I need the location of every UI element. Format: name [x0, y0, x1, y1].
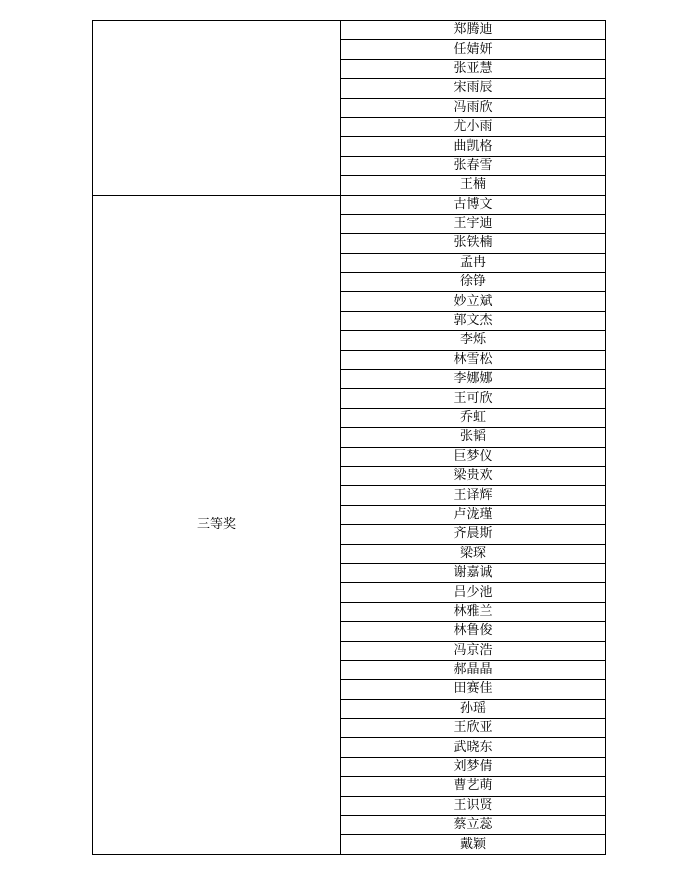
winner-name-cell: 林鲁俊 [341, 622, 606, 641]
winner-name-cell: 林雅兰 [341, 602, 606, 621]
winner-name-cell: 张铁楠 [341, 234, 606, 253]
winner-name-cell: 卢泷瑾 [341, 505, 606, 524]
winner-name-cell: 田赛佳 [341, 680, 606, 699]
winner-name-cell: 张亚慧 [341, 59, 606, 78]
winner-name-cell: 尤小雨 [341, 117, 606, 136]
winner-name-cell: 吕少池 [341, 583, 606, 602]
table-row [93, 195, 606, 214]
winner-name-cell: 巨梦仪 [341, 447, 606, 466]
winner-name-cell: 冯京浩 [341, 641, 606, 660]
winner-name-cell: 张春雪 [341, 156, 606, 175]
winner-name-cell: 冯雨欣 [341, 98, 606, 117]
award-level-cell [93, 21, 341, 196]
winner-name-cell: 任婧妍 [341, 40, 606, 59]
winner-name-cell: 刘梦倩 [341, 757, 606, 776]
winner-name-cell: 李烁 [341, 331, 606, 350]
winner-name-cell: 孙瑶 [341, 699, 606, 718]
winner-name-cell: 曹艺萌 [341, 777, 606, 796]
winner-name-cell: 梁琛 [341, 544, 606, 563]
winner-name-cell: 王欣亚 [341, 719, 606, 738]
winner-name-cell: 郑腾迪 [341, 21, 606, 40]
winner-name-cell: 王可欣 [341, 389, 606, 408]
winner-name-cell: 王译辉 [341, 486, 606, 505]
winner-name-cell: 李娜娜 [341, 370, 606, 389]
winner-name-cell: 乔虹 [341, 408, 606, 427]
winner-name-cell: 古博文 [341, 195, 606, 214]
winner-name-cell: 妙立斌 [341, 292, 606, 311]
award-list-body [93, 21, 606, 855]
winner-name-cell: 王楠 [341, 176, 606, 195]
winner-name-cell: 王宇迪 [341, 214, 606, 233]
winner-name-cell: 徐铮 [341, 273, 606, 292]
winner-name-cell: 谢嘉诚 [341, 563, 606, 582]
winner-name-cell: 戴颖 [341, 835, 606, 854]
winner-name-cell: 郭文杰 [341, 311, 606, 330]
winner-name-cell: 齐晨斯 [341, 525, 606, 544]
winner-name-cell: 林雪松 [341, 350, 606, 369]
award-level-cell: 三等奖 [93, 195, 341, 854]
winner-name-cell: 王识贤 [341, 796, 606, 815]
winner-name-cell: 孟冉 [341, 253, 606, 272]
winner-name-cell: 张韬 [341, 428, 606, 447]
winner-name-cell: 宋雨辰 [341, 79, 606, 98]
winner-name-cell: 蔡立蕊 [341, 816, 606, 835]
winner-name-cell: 曲凯格 [341, 137, 606, 156]
winner-name-cell: 武晓东 [341, 738, 606, 757]
winner-name-cell: 郝晶晶 [341, 660, 606, 679]
winner-name-cell: 梁贵欢 [341, 466, 606, 485]
table-row [93, 21, 606, 40]
award-list-table [92, 20, 606, 855]
